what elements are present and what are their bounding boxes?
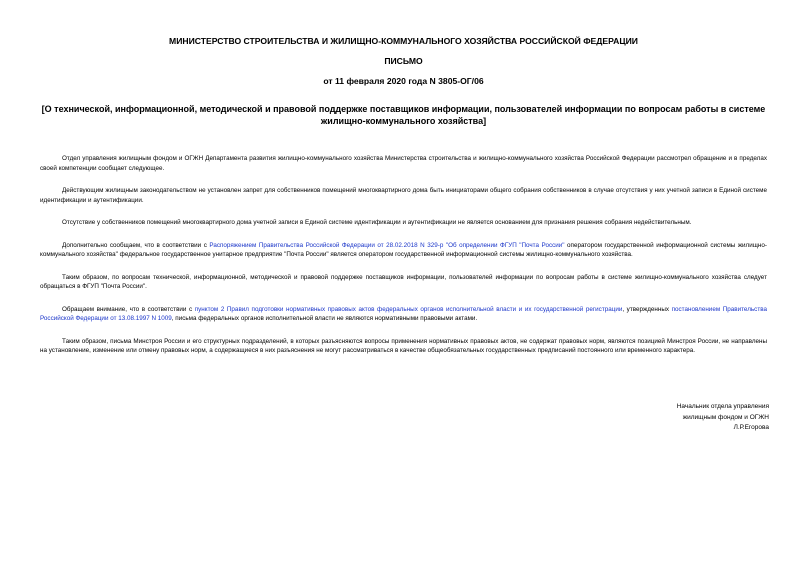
paragraph-4-text-end: оператором государственной информационной системы жилищно-коммунального хозяйства" федеральное государственное унитарное предприятие "Почта России" является оператором государственной информационной системы жилищно-коммунального хозяйства.	[40, 241, 768, 258]
link-decree-1009[interactable]: постановлением Правительства Российской Федерации от 13.08.1997 N 1009	[40, 305, 767, 322]
document-date-number: от 11 февраля 2020 года N 3805-ОГ/06	[323, 76, 484, 86]
link-order-329-r[interactable]: Распоряжением Правительства Российской Федерации от 28.02.2018 N 329-р "Об определении ФГУП "Почта России"	[209, 241, 565, 249]
document-title: [О технической, информационной, методической и правовой поддержке поставщиков информации, пользователей информации по вопросам работы в системе жилищно-коммунального хозяйства]	[41, 104, 766, 126]
link-rules-clause-2[interactable]: пунктом 2 Правил подготовки нормативных правовых актов федеральных органов исполнительной власти и их государственной регистрации	[194, 305, 623, 313]
paragraph-2: Действующим жилищным законодательством не установлен запрет для собственников помещений многоквартирного дома быть инициаторами общего собрания собственников в случае отсутствия у них учетной записи в Единой системе идентификации и аутентификации.	[40, 187, 767, 204]
paragraph-6	[40, 305, 767, 324]
paragraph-4-text-start: Дополнительно сообщаем, что в соответствии с	[62, 241, 210, 249]
paragraph-7: Таким образом, письма Минстроя России и его структурных подразделений, в которых разъясняются вопросы применения нормативных правовых актов, не содержат правовых норм, являются позицией Минстроя России, не направлены на установление, изменение или отмену правовых норм, а содержащиеся в них разъяснения не могут рассматриваться в качестве общеобязательных государственных предписаний постоянного или временного характера.	[40, 337, 767, 354]
letter-body	[40, 154, 767, 369]
paragraph-3: Отсутствие у собственников помещений многоквартирного дома учетной записи в Единой системе идентификации и аутентификации не является основанием для признания решения собрания недействительным.	[62, 219, 692, 226]
paragraph-5: Таким образом, по вопросам технической, информационной, методической и правовой поддержке поставщиков информации, пользователей информации по вопросам работы в системе жилищно-коммунального хозяйства следует обращаться в ФГУП "Почта России".	[40, 273, 767, 290]
ministry-heading: МИНИСТЕРСТВО СТРОИТЕЛЬСТВА И ЖИЛИЩНО-КОММУНАЛЬНОГО ХОЗЯЙСТВА РОССИЙСКОЙ ФЕДЕРАЦИИ	[169, 36, 638, 46]
document-type-heading: ПИСЬМО	[384, 56, 423, 66]
signature-name: Л.Р.Егорова	[733, 424, 769, 431]
signature-block	[677, 402, 769, 434]
signature-position-line-1: Начальник отдела управления	[676, 403, 769, 410]
paragraph-6-text-middle: , утвержденных	[622, 305, 672, 313]
paragraph-6-text-end: , письма федеральных органов исполнительной власти не являются нормативными правовыми актами.	[171, 315, 478, 322]
paragraph-1: Отдел управления жилищным фондом и ОГЖН Департамента развития жилищно-коммунального хозяйства Министерства строительства и жилищно-коммунального хозяйства Российской Федерации рассмотрел обращение и в пределах своей компетенции сообщает следующее.	[40, 155, 767, 172]
paragraph-6-text-start: Обращаем внимание, что в соответствии с	[62, 305, 195, 313]
paragraph-4	[40, 241, 767, 260]
signature-position-line-2: жилищным фондом и ОГЖН	[682, 413, 769, 421]
